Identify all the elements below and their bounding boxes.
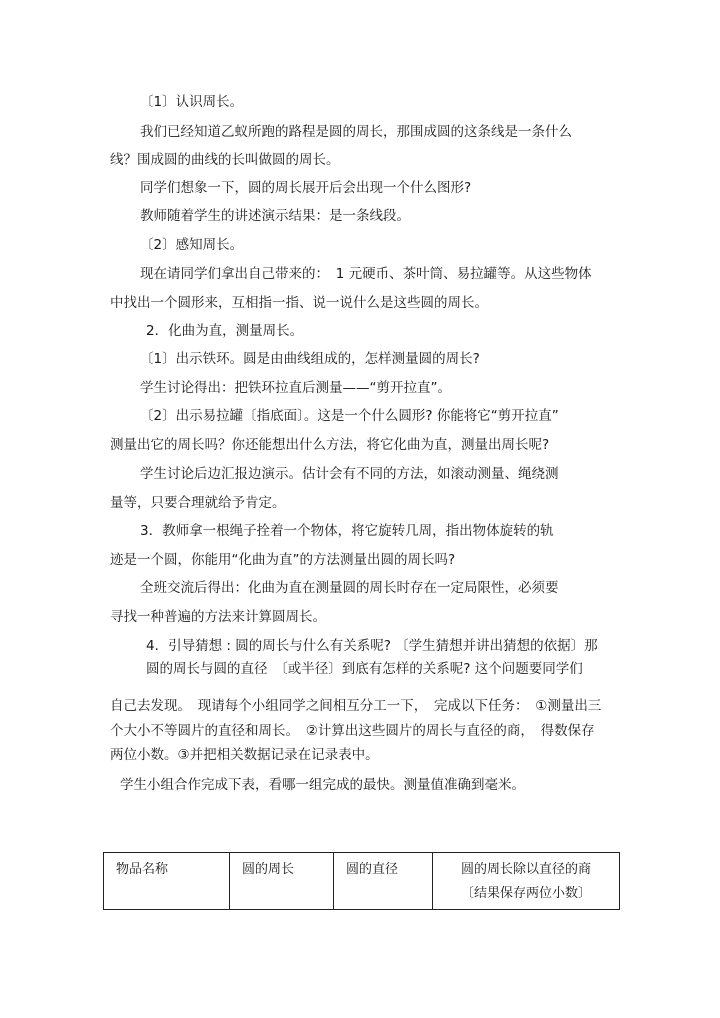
paragraph-line: 同学们想象一下，圆的周长展开后会出现一个什么图形? bbox=[140, 180, 472, 196]
header-item-name: 物品名称 bbox=[104, 853, 230, 910]
paragraph-line: 4．引导猜想 : 圆的周长与什么有关系呢? 〔学生猜想并讲出猜想的依据〕那 bbox=[146, 638, 598, 654]
paragraph-line: 全班交流后得出：化曲为直在测量圆的周长时存在一定局限性，必须要 bbox=[140, 580, 559, 596]
header-circumference: 圆的周长 bbox=[230, 853, 334, 910]
header-diameter: 圆的直径 bbox=[334, 853, 433, 910]
table-header-row bbox=[104, 853, 620, 910]
paragraph-line: 3．教师拿一根绳子拴着一个物体，将它旋转几周，指出物体旋转的轨 bbox=[140, 523, 554, 539]
paragraph-line: 教师随着学生的讲述演示结果：是一条线段。 bbox=[140, 208, 410, 224]
paragraph-line: 〔1〕出示铁环。圆是由曲线组成的，怎样测量圆的周长? bbox=[140, 351, 480, 367]
paragraph-line: 迹是一个圆，你能用“化曲为直”的方法测量出圆的周长吗? bbox=[110, 552, 456, 568]
header-quotient bbox=[433, 853, 620, 910]
record-table bbox=[103, 852, 620, 910]
quotient-label: 圆的周长除以直径的商 bbox=[460, 862, 591, 877]
paragraph-line: 线？围成圆的曲线的长叫做圆的周长。 bbox=[110, 152, 340, 168]
paragraph-line: 〔2〕出示易拉罐〔指底面〕。这是一个什么圆形? 你能将它“剪开拉直” bbox=[140, 408, 559, 424]
paragraph-line: 自己去发现。 现请每个小组同学之间相互分工一下， 完成以下任务： ①测量出三 bbox=[110, 698, 602, 714]
paragraph-line: 2．化曲为直，测量周长。 bbox=[146, 323, 304, 339]
paragraph-line: 〔1〕认识周长。 bbox=[140, 94, 244, 110]
paragraph-line: 〔2〕感知周长。 bbox=[140, 237, 244, 253]
paragraph-line: 我们已经知道乙蚁所跑的路程是圆的周长，那围成圆的这条线是一条什么 bbox=[140, 124, 572, 140]
paragraph-line: 个大小不等圆片的直径和周长。 ②计算出这些圆片的周长与直径的商， 得数保存 bbox=[110, 723, 595, 739]
paragraph-line: 学生讨论后边汇报边演示。估计会有不同的方法，如滚动测量、绳绕测 bbox=[140, 466, 559, 482]
paragraph-line: 两位小数。③并把相关数据记录在记录表中。 bbox=[110, 747, 379, 763]
paragraph-line: 现在请同学们拿出自己带来的： 1 元硬币、茶叶筒、易拉罐等。从这些物体 bbox=[140, 266, 592, 282]
paragraph-line: 圆的周长与圆的直径 〔或半径〕到底有怎样的关系呢? 这个问题要同学们 bbox=[146, 661, 583, 677]
paragraph-line: 中找出一个圆形来，互相指一指、说一说什么是这些圆的周长。 bbox=[110, 295, 488, 311]
paragraph-line: 寻找一种普遍的方法来计算圆周长。 bbox=[110, 609, 326, 625]
quotient-note: 〔结果保存两位小数〕 bbox=[460, 886, 591, 901]
paragraph-line: 学生小组合作完成下表，看哪一组完成的最快。测量值准确到毫米。 bbox=[120, 777, 525, 793]
paragraph-line: 测量出它的周长吗？你还能想出什么方法，将它化曲为直，测量出周长呢? bbox=[110, 437, 550, 453]
paragraph-line: 学生讨论得出：把铁环拉直后测量——“剪开拉直”。 bbox=[140, 380, 451, 396]
paragraph-line: 量等，只要合理就给予肯定。 bbox=[110, 495, 286, 511]
